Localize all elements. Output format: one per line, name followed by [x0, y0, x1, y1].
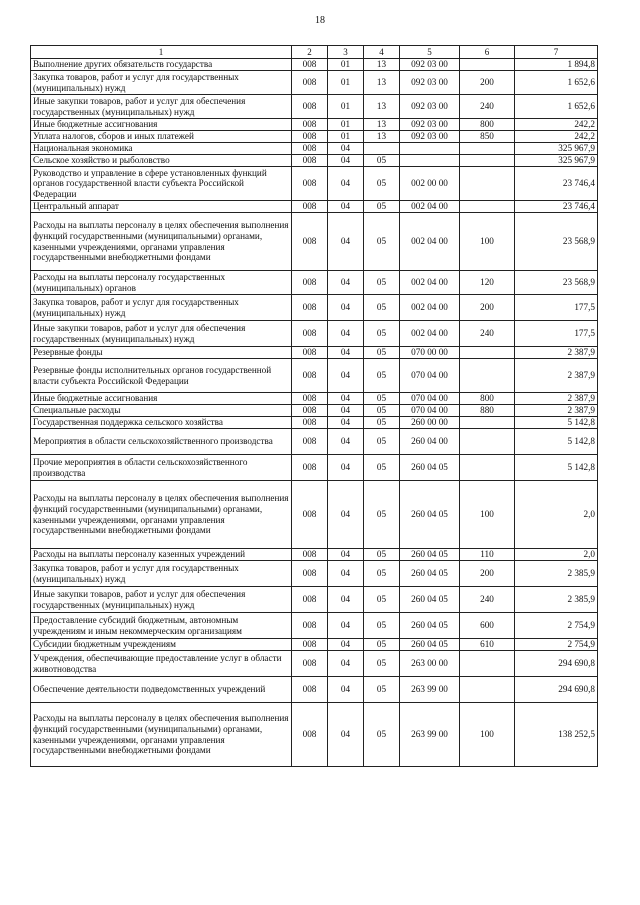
- target-article-code: [400, 143, 460, 155]
- expense-type-code: 200: [460, 561, 515, 587]
- ministry-code: 008: [292, 131, 328, 143]
- ministry-code: 008: [292, 271, 328, 295]
- expense-type-code: [460, 429, 515, 455]
- expense-type-code: 800: [460, 393, 515, 405]
- amount: 2 387,9: [515, 359, 598, 393]
- amount: 2,0: [515, 481, 598, 549]
- table-row: [31, 119, 598, 131]
- target-article-code: 260 04 05: [400, 549, 460, 561]
- section-code: 04: [328, 613, 364, 639]
- section-code: 04: [328, 481, 364, 549]
- target-article-code: 092 03 00: [400, 119, 460, 131]
- item-name: Иные бюджетные ассигнования: [31, 393, 292, 405]
- section-code: 04: [328, 455, 364, 481]
- header-col-6: 6: [460, 46, 515, 59]
- subsection-code: 05: [364, 347, 400, 359]
- subsection-code: 05: [364, 587, 400, 613]
- expense-type-code: 110: [460, 549, 515, 561]
- section-code: 04: [328, 167, 364, 201]
- table-row: [31, 405, 598, 417]
- amount: 242,2: [515, 119, 598, 131]
- target-article-code: 263 00 00: [400, 651, 460, 677]
- target-article-code: 002 04 00: [400, 271, 460, 295]
- amount: 177,5: [515, 321, 598, 347]
- section-code: 01: [328, 119, 364, 131]
- section-code: 01: [328, 95, 364, 119]
- target-article-code: 263 99 00: [400, 677, 460, 703]
- ministry-code: 008: [292, 347, 328, 359]
- section-code: 04: [328, 677, 364, 703]
- item-name: Уплата налогов, сборов и иных платежей: [31, 131, 292, 143]
- amount: 23 746,4: [515, 167, 598, 201]
- item-name: Выполнение других обязательств государства: [31, 59, 292, 71]
- header-col-7: 7: [515, 46, 598, 59]
- ministry-code: 008: [292, 213, 328, 271]
- target-article-code: 070 04 00: [400, 393, 460, 405]
- section-code: 04: [328, 417, 364, 429]
- subsection-code: 13: [364, 131, 400, 143]
- amount: 1 652,6: [515, 95, 598, 119]
- subsection-code: 05: [364, 677, 400, 703]
- ministry-code: 008: [292, 71, 328, 95]
- section-code: 04: [328, 201, 364, 213]
- target-article-code: 092 03 00: [400, 59, 460, 71]
- expense-type-code: 200: [460, 71, 515, 95]
- table-row: [31, 201, 598, 213]
- ministry-code: 008: [292, 201, 328, 213]
- expense-type-code: 240: [460, 587, 515, 613]
- table-row: [31, 429, 598, 455]
- ministry-code: 008: [292, 481, 328, 549]
- ministry-code: 008: [292, 393, 328, 405]
- target-article-code: 260 00 00: [400, 417, 460, 429]
- target-article-code: 092 03 00: [400, 71, 460, 95]
- amount: 23 568,9: [515, 271, 598, 295]
- table-row: [31, 271, 598, 295]
- table-header: [31, 46, 598, 59]
- section-code: 01: [328, 59, 364, 71]
- item-name: Государственная поддержка сельского хозяйства: [31, 417, 292, 429]
- ministry-code: 008: [292, 613, 328, 639]
- amount: 2 754,9: [515, 639, 598, 651]
- expense-type-code: 100: [460, 481, 515, 549]
- amount: 2 754,9: [515, 613, 598, 639]
- item-name: Иные закупки товаров, работ и услуг для обеспечения государственных (муниципальных) нужд: [31, 321, 292, 347]
- section-code: 04: [328, 429, 364, 455]
- table-row: [31, 417, 598, 429]
- subsection-code: 13: [364, 119, 400, 131]
- ministry-code: 008: [292, 455, 328, 481]
- table-row: [31, 703, 598, 767]
- ministry-code: 008: [292, 561, 328, 587]
- item-name: Иные закупки товаров, работ и услуг для обеспечения государственных (муниципальных) нужд: [31, 95, 292, 119]
- ministry-code: 008: [292, 59, 328, 71]
- target-article-code: 002 04 00: [400, 213, 460, 271]
- table-row: [31, 131, 598, 143]
- expense-type-code: 600: [460, 613, 515, 639]
- subsection-code: 05: [364, 213, 400, 271]
- item-name: Резервные фонды: [31, 347, 292, 359]
- target-article-code: 002 04 00: [400, 295, 460, 321]
- expense-type-code: 100: [460, 703, 515, 767]
- expense-type-code: [460, 677, 515, 703]
- expense-type-code: [460, 167, 515, 201]
- item-name: Предоставление субсидий бюджетным, автономным учреждениям и иным некоммерческим организациям: [31, 613, 292, 639]
- target-article-code: [400, 155, 460, 167]
- header-col-5: 5: [400, 46, 460, 59]
- table-row: [31, 347, 598, 359]
- target-article-code: 260 04 05: [400, 587, 460, 613]
- subsection-code: 05: [364, 703, 400, 767]
- amount: 1 652,6: [515, 71, 598, 95]
- amount: 294 690,8: [515, 651, 598, 677]
- table-row: [31, 587, 598, 613]
- header-col-3: 3: [328, 46, 364, 59]
- subsection-code: 05: [364, 359, 400, 393]
- target-article-code: 070 00 00: [400, 347, 460, 359]
- expense-type-code: 240: [460, 321, 515, 347]
- expense-type-code: 200: [460, 295, 515, 321]
- expense-type-code: [460, 59, 515, 71]
- expense-type-code: [460, 455, 515, 481]
- table-row: [31, 359, 598, 393]
- subsection-code: 05: [364, 295, 400, 321]
- amount: 177,5: [515, 295, 598, 321]
- item-name: Центральный аппарат: [31, 201, 292, 213]
- item-name: Национальная экономика: [31, 143, 292, 155]
- amount: 1 894,8: [515, 59, 598, 71]
- section-code: 04: [328, 155, 364, 167]
- expense-type-code: 800: [460, 119, 515, 131]
- target-article-code: 002 04 00: [400, 201, 460, 213]
- amount: 294 690,8: [515, 677, 598, 703]
- subsection-code: 13: [364, 59, 400, 71]
- subsection-code: 05: [364, 417, 400, 429]
- table-row: [31, 95, 598, 119]
- item-name: Учреждения, обеспечивающие предоставление услуг в области животноводства: [31, 651, 292, 677]
- table-row: [31, 143, 598, 155]
- ministry-code: 008: [292, 167, 328, 201]
- subsection-code: 05: [364, 167, 400, 201]
- amount: 23 746,4: [515, 201, 598, 213]
- section-code: 04: [328, 587, 364, 613]
- ministry-code: 008: [292, 295, 328, 321]
- expense-type-code: 240: [460, 95, 515, 119]
- item-name: Расходы на выплаты персоналу в целях обеспечения выполнения функций государственными (муниципальными) органами, казенными учреждениями, органами управления государственными внебюджетными фондами: [31, 213, 292, 271]
- ministry-code: 008: [292, 417, 328, 429]
- target-article-code: 260 04 00: [400, 429, 460, 455]
- table-row: [31, 455, 598, 481]
- target-article-code: 002 00 00: [400, 167, 460, 201]
- item-name: Обеспечение деятельности подведомственных учреждений: [31, 677, 292, 703]
- amount: 5 142,8: [515, 455, 598, 481]
- expense-type-code: 610: [460, 639, 515, 651]
- amount: 2 387,9: [515, 393, 598, 405]
- table-row: [31, 155, 598, 167]
- target-article-code: 260 04 05: [400, 455, 460, 481]
- table-row: [31, 321, 598, 347]
- item-name: Закупка товаров, работ и услуг для государственных (муниципальных) нужд: [31, 561, 292, 587]
- ministry-code: 008: [292, 677, 328, 703]
- table-row: [31, 213, 598, 271]
- subsection-code: 05: [364, 321, 400, 347]
- ministry-code: 008: [292, 703, 328, 767]
- target-article-code: 260 04 05: [400, 613, 460, 639]
- subsection-code: 05: [364, 393, 400, 405]
- subsection-code: 13: [364, 95, 400, 119]
- ministry-code: 008: [292, 143, 328, 155]
- section-code: 01: [328, 131, 364, 143]
- subsection-code: 13: [364, 71, 400, 95]
- section-code: 04: [328, 143, 364, 155]
- amount: 325 967,9: [515, 155, 598, 167]
- target-article-code: 070 04 00: [400, 405, 460, 417]
- expense-type-code: 880: [460, 405, 515, 417]
- table-row: [31, 677, 598, 703]
- ministry-code: 008: [292, 405, 328, 417]
- item-name: Мероприятия в области сельскохозяйственного производства: [31, 429, 292, 455]
- table-row: [31, 295, 598, 321]
- subsection-code: 05: [364, 651, 400, 677]
- item-name: Расходы на выплаты персоналу государственных (муниципальных) органов: [31, 271, 292, 295]
- subsection-code: 05: [364, 455, 400, 481]
- table-row: [31, 561, 598, 587]
- subsection-code: 05: [364, 561, 400, 587]
- item-name: Прочие мероприятия в области сельскохозяйственного производства: [31, 455, 292, 481]
- ministry-code: 008: [292, 549, 328, 561]
- amount: 5 142,8: [515, 417, 598, 429]
- ministry-code: 008: [292, 429, 328, 455]
- header-col-4: 4: [364, 46, 400, 59]
- target-article-code: 260 04 05: [400, 639, 460, 651]
- target-article-code: 070 04 00: [400, 359, 460, 393]
- subsection-code: 05: [364, 201, 400, 213]
- item-name: Специальные расходы: [31, 405, 292, 417]
- subsection-code: 05: [364, 613, 400, 639]
- ministry-code: 008: [292, 639, 328, 651]
- header-col-1: 1: [31, 46, 292, 59]
- subsection-code: 05: [364, 481, 400, 549]
- item-name: Расходы на выплаты персоналу в целях обеспечения выполнения функций государственными (муниципальными) органами, казенными учреждениями, органами управления государственными внебюджетными фондами: [31, 481, 292, 549]
- subsection-code: 05: [364, 639, 400, 651]
- ministry-code: 008: [292, 321, 328, 347]
- table-row: [31, 481, 598, 549]
- header-col-2: 2: [292, 46, 328, 59]
- amount: 2 385,9: [515, 587, 598, 613]
- table-body: [31, 59, 598, 767]
- section-code: 04: [328, 321, 364, 347]
- table-row: [31, 549, 598, 561]
- ministry-code: 008: [292, 95, 328, 119]
- item-name: Расходы на выплаты персоналу казенных учреждений: [31, 549, 292, 561]
- amount: 2 387,9: [515, 347, 598, 359]
- page-number: 18: [315, 15, 325, 26]
- section-code: 04: [328, 405, 364, 417]
- table-row: [31, 167, 598, 201]
- section-code: 04: [328, 213, 364, 271]
- amount: 23 568,9: [515, 213, 598, 271]
- section-code: 04: [328, 549, 364, 561]
- section-code: 04: [328, 347, 364, 359]
- section-code: 04: [328, 651, 364, 677]
- expense-type-code: 100: [460, 213, 515, 271]
- amount: 325 967,9: [515, 143, 598, 155]
- subsection-code: 05: [364, 429, 400, 455]
- amount: 5 142,8: [515, 429, 598, 455]
- subsection-code: 05: [364, 405, 400, 417]
- table-row: [31, 59, 598, 71]
- item-name: Сельское хозяйство и рыболовство: [31, 155, 292, 167]
- table-row: [31, 393, 598, 405]
- table-row: [31, 651, 598, 677]
- section-code: 04: [328, 295, 364, 321]
- item-name: Расходы на выплаты персоналу в целях обеспечения выполнения функций государственными (муниципальными) органами, казенными учреждениями, органами управления государственными внебюджетными фондами: [31, 703, 292, 767]
- expense-type-code: [460, 651, 515, 677]
- target-article-code: 002 04 00: [400, 321, 460, 347]
- target-article-code: 092 03 00: [400, 131, 460, 143]
- section-code: 01: [328, 71, 364, 95]
- amount: 2 385,9: [515, 561, 598, 587]
- table-row: [31, 639, 598, 651]
- section-code: 04: [328, 703, 364, 767]
- subsection-code: 05: [364, 271, 400, 295]
- table-row: [31, 613, 598, 639]
- expense-type-code: [460, 417, 515, 429]
- target-article-code: 092 03 00: [400, 95, 460, 119]
- item-name: Руководство и управление в сфере установленных функций органов государственной власти субъекта Российской Федерации: [31, 167, 292, 201]
- target-article-code: 260 04 05: [400, 561, 460, 587]
- ministry-code: 008: [292, 651, 328, 677]
- section-code: 04: [328, 359, 364, 393]
- amount: 138 252,5: [515, 703, 598, 767]
- subsection-code: 05: [364, 549, 400, 561]
- expense-type-code: 120: [460, 271, 515, 295]
- expense-type-code: [460, 155, 515, 167]
- amount: 2,0: [515, 549, 598, 561]
- item-name: Субсидии бюджетным учреждениям: [31, 639, 292, 651]
- section-code: 04: [328, 639, 364, 651]
- section-code: 04: [328, 393, 364, 405]
- amount: 2 387,9: [515, 405, 598, 417]
- item-name: Резервные фонды исполнительных органов государственной власти субъекта Российской Федерации: [31, 359, 292, 393]
- expense-type-code: [460, 143, 515, 155]
- item-name: Иные закупки товаров, работ и услуг для обеспечения государственных (муниципальных) нужд: [31, 587, 292, 613]
- item-name: Закупка товаров, работ и услуг для государственных (муниципальных) нужд: [31, 71, 292, 95]
- subsection-code: 05: [364, 155, 400, 167]
- expense-type-code: 850: [460, 131, 515, 143]
- expense-type-code: [460, 201, 515, 213]
- amount: 242,2: [515, 131, 598, 143]
- table-row: [31, 71, 598, 95]
- section-code: 04: [328, 271, 364, 295]
- ministry-code: 008: [292, 119, 328, 131]
- target-article-code: 260 04 05: [400, 481, 460, 549]
- expense-type-code: [460, 359, 515, 393]
- ministry-code: 008: [292, 359, 328, 393]
- expense-type-code: [460, 347, 515, 359]
- ministry-code: 008: [292, 587, 328, 613]
- item-name: Закупка товаров, работ и услуг для государственных (муниципальных) нужд: [31, 295, 292, 321]
- target-article-code: 263 99 00: [400, 703, 460, 767]
- ministry-code: 008: [292, 155, 328, 167]
- subsection-code: [364, 143, 400, 155]
- section-code: 04: [328, 561, 364, 587]
- budget-table: [30, 45, 598, 767]
- item-name: Иные бюджетные ассигнования: [31, 119, 292, 131]
